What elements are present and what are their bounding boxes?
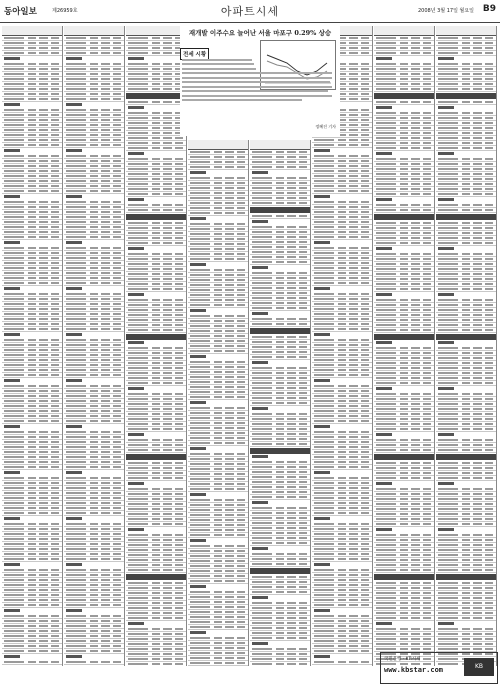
price-row — [250, 590, 310, 595]
price-row — [374, 427, 434, 432]
price-row — [436, 427, 496, 432]
price-row — [64, 373, 124, 378]
column-header — [188, 140, 248, 150]
price-row — [250, 401, 310, 406]
price-row — [126, 287, 186, 292]
price-row — [64, 235, 124, 240]
price-row — [374, 522, 434, 527]
price-row — [2, 665, 62, 666]
price-row — [188, 395, 248, 400]
price-row — [2, 97, 62, 102]
price-row — [436, 192, 496, 197]
price-row — [374, 616, 434, 621]
section-title: 아파트시세 — [220, 5, 280, 18]
price-row — [436, 448, 496, 453]
price-row — [374, 448, 434, 453]
region-bar — [250, 207, 310, 213]
region-bar — [374, 574, 434, 580]
price-row — [250, 322, 310, 327]
price-row — [312, 665, 372, 666]
price-column — [374, 26, 435, 666]
price-row — [374, 87, 434, 92]
price-row — [2, 603, 62, 608]
region-bar — [250, 568, 310, 574]
article-headline: 재개발 이주수요 늘어난 서울 마포구 0.29% 상승 — [188, 29, 332, 37]
issue-date: 2008년 3월 17일 월요일 — [417, 8, 474, 14]
column-header — [436, 26, 496, 36]
price-row — [126, 100, 186, 105]
price-row — [126, 427, 186, 432]
price-row — [250, 662, 310, 666]
price-row — [312, 189, 372, 194]
price-row — [126, 568, 186, 573]
price-row — [64, 603, 124, 608]
region-bar — [126, 574, 186, 580]
price-row — [64, 281, 124, 286]
price-row — [126, 51, 186, 56]
price-row — [126, 328, 186, 333]
ad-label: 국민은행 · KB시세 — [384, 657, 421, 662]
column-header — [64, 26, 124, 36]
price-row — [188, 579, 248, 584]
price-row — [374, 568, 434, 573]
price-row — [188, 625, 248, 630]
price-row — [436, 51, 496, 56]
price-row — [312, 557, 372, 562]
price-column — [2, 26, 63, 666]
price-row — [436, 146, 496, 151]
market-article — [180, 26, 340, 136]
price-row — [250, 165, 310, 170]
region-bar — [436, 574, 496, 580]
price-row — [250, 214, 310, 219]
price-row — [64, 97, 124, 102]
price-row — [312, 373, 372, 378]
price-row — [312, 465, 372, 470]
region-bar — [374, 454, 434, 460]
price-row — [250, 442, 310, 447]
kb-advertisement[interactable] — [380, 652, 498, 684]
price-row — [126, 448, 186, 453]
price-row — [2, 373, 62, 378]
region-bar — [374, 214, 434, 220]
region-bar — [250, 328, 310, 334]
region-bar — [436, 454, 496, 460]
price-column — [436, 26, 497, 666]
price-row — [312, 235, 372, 240]
region-bar — [250, 448, 310, 454]
price-row — [436, 287, 496, 292]
price-row — [2, 557, 62, 562]
price-row — [64, 649, 124, 654]
price-row — [2, 465, 62, 470]
price-row — [312, 649, 372, 654]
price-row — [2, 649, 62, 654]
price-row — [126, 192, 186, 197]
masthead — [0, 0, 500, 23]
price-row — [374, 381, 434, 386]
price-row — [374, 146, 434, 151]
newspaper-name: 동아일보 — [4, 7, 37, 17]
price-row — [312, 603, 372, 608]
price-row — [312, 327, 372, 332]
price-column — [188, 140, 249, 666]
price-row — [436, 208, 496, 213]
issue-number: 제26959호 — [52, 8, 78, 14]
price-row — [312, 143, 372, 148]
price-row — [126, 381, 186, 386]
price-row — [312, 511, 372, 516]
price-row — [374, 192, 434, 197]
price-row — [312, 419, 372, 424]
column-header — [126, 26, 186, 36]
price-row — [126, 146, 186, 151]
price-row — [126, 208, 186, 213]
price-row — [312, 281, 372, 286]
region-bar — [436, 334, 496, 340]
price-row — [374, 208, 434, 213]
price-row — [374, 476, 434, 481]
price-row — [64, 511, 124, 516]
price-row — [436, 476, 496, 481]
region-bar — [374, 334, 434, 340]
article-tag: 전세 시황 — [180, 48, 209, 60]
price-row — [250, 562, 310, 567]
column-header — [2, 26, 62, 36]
price-row — [436, 381, 496, 386]
price-row — [250, 495, 310, 500]
price-row — [250, 355, 310, 360]
region-bar — [126, 454, 186, 460]
price-row — [2, 143, 62, 148]
ad-url[interactable]: www.kbstar.com — [384, 666, 444, 674]
price-row — [2, 511, 62, 516]
region-bar — [126, 93, 186, 99]
price-row — [250, 260, 310, 265]
price-row — [188, 533, 248, 538]
price-row — [126, 616, 186, 621]
price-row — [188, 303, 248, 308]
price-row — [436, 100, 496, 105]
price-row — [2, 327, 62, 332]
region-bar — [374, 93, 434, 99]
price-row — [2, 281, 62, 286]
price-row — [436, 87, 496, 92]
price-row — [64, 189, 124, 194]
price-row — [188, 487, 248, 492]
price-row — [374, 51, 434, 56]
price-row — [188, 441, 248, 446]
price-row — [436, 568, 496, 573]
price-row — [188, 165, 248, 170]
price-row — [250, 636, 310, 641]
price-row — [436, 241, 496, 246]
price-row — [64, 143, 124, 148]
price-row — [374, 241, 434, 246]
price-row — [64, 665, 124, 666]
price-row — [126, 241, 186, 246]
price-row — [64, 465, 124, 470]
kb-logo-icon: KB — [464, 658, 494, 676]
price-row — [436, 328, 496, 333]
price-row — [188, 349, 248, 354]
price-row — [64, 557, 124, 562]
price-row — [2, 51, 62, 56]
price-row — [374, 287, 434, 292]
price-row — [126, 662, 186, 666]
price-row — [2, 419, 62, 424]
price-column — [126, 26, 187, 666]
price-row — [250, 201, 310, 206]
price-row — [250, 541, 310, 546]
price-row — [126, 87, 186, 92]
price-row — [188, 257, 248, 262]
region-bar — [436, 93, 496, 99]
page-number: B9 — [482, 4, 496, 14]
region-bar — [436, 214, 496, 220]
price-row — [374, 100, 434, 105]
price-row — [64, 327, 124, 332]
article-byline: 정혜진 기자 — [315, 124, 336, 129]
price-row — [436, 616, 496, 621]
price-row — [2, 235, 62, 240]
price-row — [64, 51, 124, 56]
price-row — [126, 476, 186, 481]
price-row — [2, 189, 62, 194]
column-header — [250, 140, 310, 150]
column-header — [374, 26, 434, 36]
price-row — [436, 522, 496, 527]
price-row — [188, 211, 248, 216]
region-bar — [126, 214, 186, 220]
price-column — [64, 26, 125, 666]
region-bar — [126, 334, 186, 340]
price-row — [250, 306, 310, 311]
price-row — [126, 522, 186, 527]
article-body — [182, 56, 332, 104]
price-column — [250, 140, 311, 666]
price-row — [374, 328, 434, 333]
price-row — [64, 419, 124, 424]
